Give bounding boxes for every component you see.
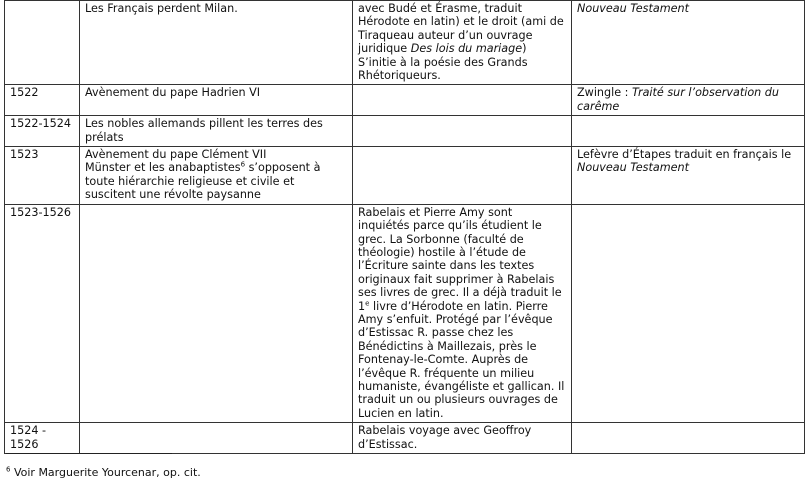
ordinal-sup: e [365,298,370,307]
footnote [6,466,201,479]
event-cell [80,147,353,205]
work-title: Nouveau Testament [577,2,689,15]
event-cell: Avènement du pape Hadrien VI [80,85,353,116]
table-row [5,1,805,85]
table-row [5,423,805,454]
year-cell: 1522 [5,85,80,116]
work-title: Des lois du mariage [410,42,523,56]
works-cell [572,85,805,116]
event-cell: Les Français perdent Milan. [80,1,353,85]
rabelais-cell [353,1,572,85]
footnote-separator [6,453,172,454]
table-row [5,204,805,423]
event-line: Avènement du pape Clément VII [85,148,267,162]
event-note: Münster et les anabaptistes$^6$ s’opposent à toute hiérarchie religieuse et civile et suscitent une révolte paysanne [85,160,321,202]
works-cell [572,116,805,147]
rabelais-cell [353,116,572,147]
year-cell: 1523 [5,147,80,205]
event-cell: Les nobles allemands pillent les terres des prélats [80,116,353,147]
table-row [5,116,805,147]
work-title: Nouveau Testament [577,161,689,175]
footnote-number: 6 [6,465,11,474]
works-text: Zwingle : [577,86,632,100]
rabelais-cell [353,85,572,116]
works-cell [572,1,805,85]
table-row [5,85,805,116]
works-cell [572,204,805,423]
chronology-table [4,0,805,454]
year-cell: 1522-1524 [5,116,80,147]
event-cell [80,204,353,423]
footnote-text: Voir Marguerite Yourcenar, op. cit. [10,466,201,479]
table-row [5,147,805,205]
work-title: Traité sur l’observation du carême [577,86,780,113]
rabelais-cell [353,147,572,205]
works-text: Lefèvre d’Étapes traduit en français le [577,148,792,162]
year-cell [5,1,80,85]
event-cell [80,423,353,454]
year-cell: 1523-1526 [5,204,80,423]
rabelais-cell: Rabelais et Pierre Amy sont inquiétés parce qu’ils étudient le grec. La Sorbonne (faculté de théologie) hostile à l’étude de l’Écriture sainte dans les textes originaux fait supprimer à Rabelais ses livres de grec. Il a déjà traduit le 1e livre d’Hérodote en latin. Pierre Amy s’enfuit. Protégé par l’évêque d’Estissac R. passe chez les Bénédictins à Maillezais, près le Fontenay-le-Comte. Auprès de l’évêque R. fréquente un milieu humaniste, évangéliste et gallican. Il traduit un ou plusieurs ouvrages de Lucien en latin. [353,204,572,423]
rabelais-cell: Rabelais voyage avec Geoffroy d’Estissac. [353,423,572,454]
works-cell [572,423,805,454]
year-cell: 1524 - 1526 [5,423,80,454]
rabelais-text: ) S’initie à la poésie des Grands Rhétoriqueurs. [358,42,528,83]
rabelais-text: avec Budé et Érasme, traduit Hérodote en latin) et le droit (ami de Tiraqueau auteur d’un ouvrage juridique [358,2,564,56]
footnote-ref[interactable]: 6 [240,160,246,169]
works-cell [572,147,805,205]
